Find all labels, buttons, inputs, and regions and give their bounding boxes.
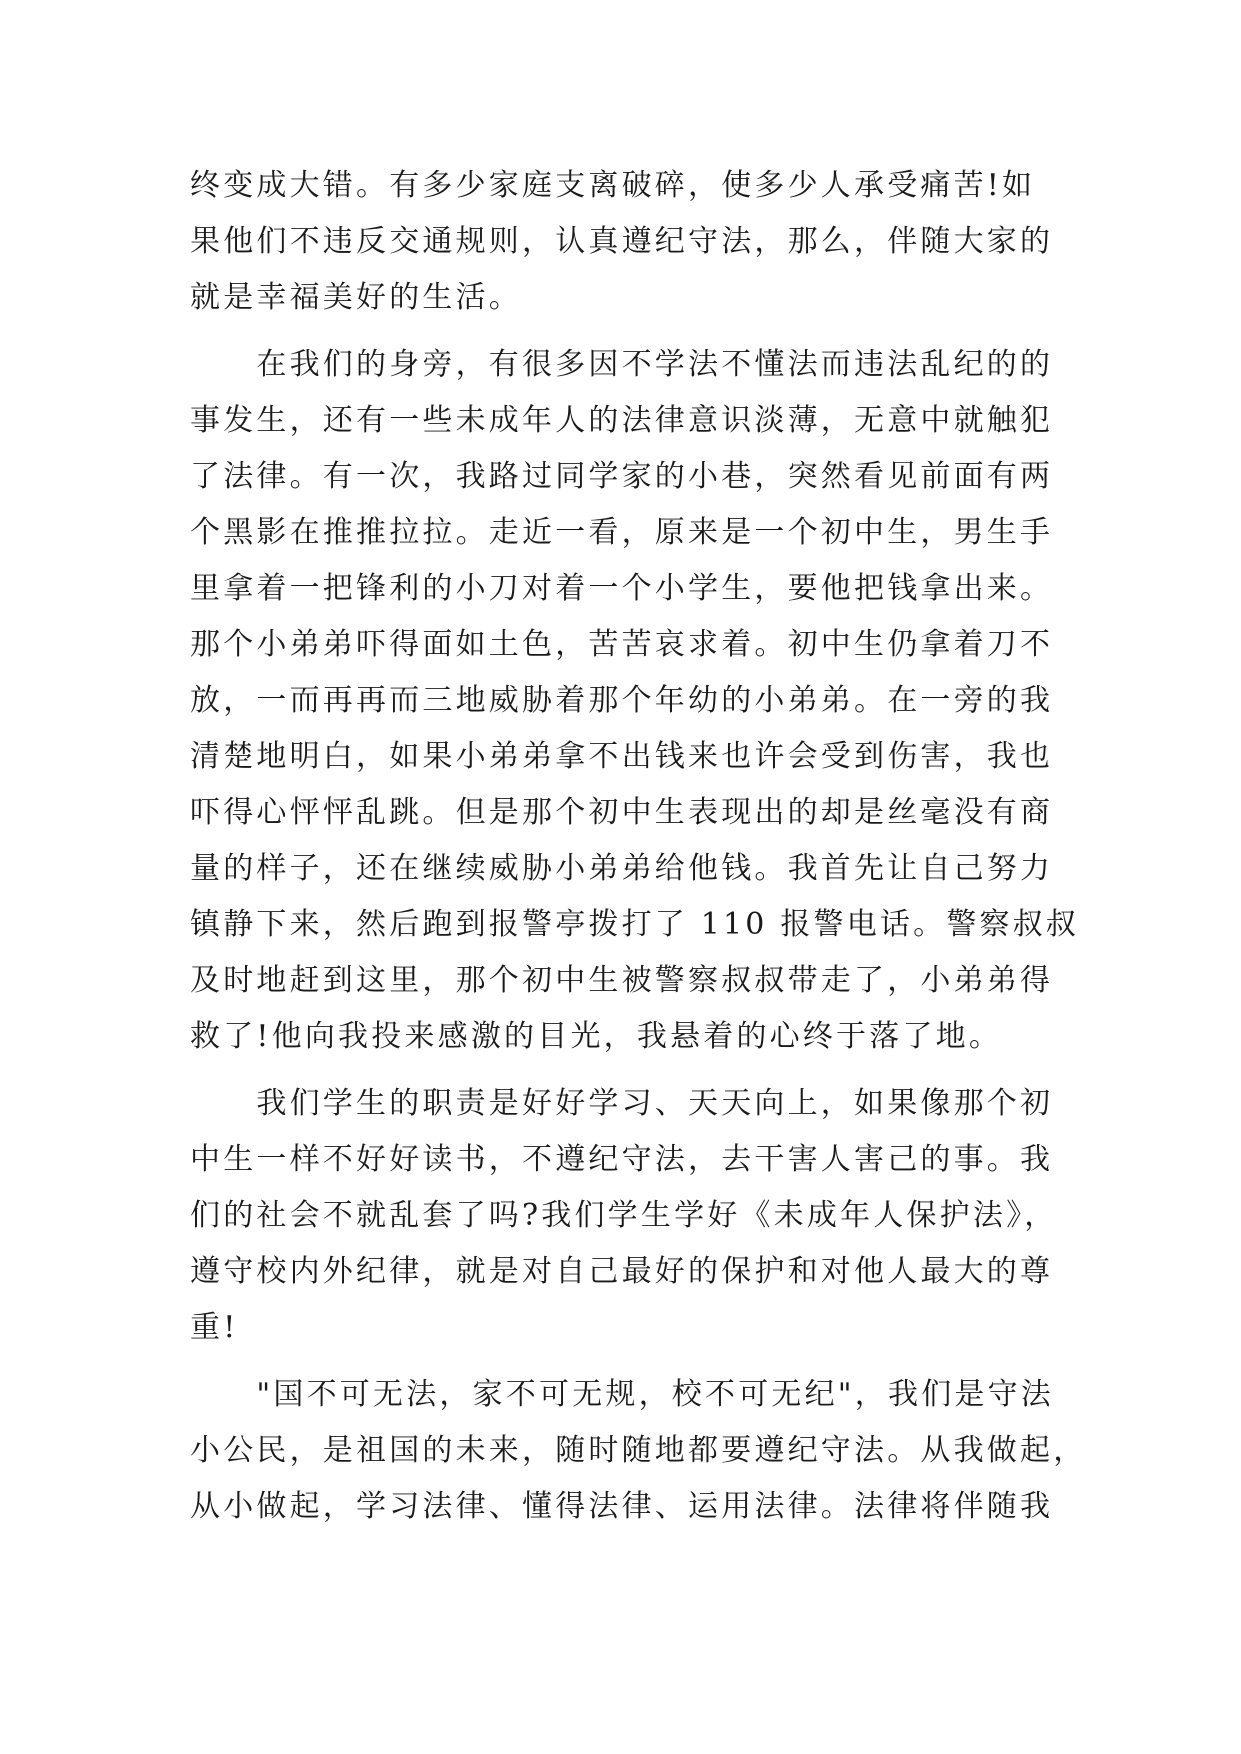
text-line: 就是幸福美好的生活。 — [190, 280, 522, 315]
text-line: 放，一而再再而三地威胁着那个年幼的小弟弟。在一旁的我 — [190, 683, 1054, 718]
text-line: 那个小弟弟吓得面如土色，苦苦哀求着。初中生仍拿着刀不 — [190, 627, 1054, 662]
paragraph-1 — [190, 158, 1070, 326]
paragraph-4 — [190, 1367, 1087, 1535]
text-line: 果他们不违反交通规则，认真遵纪守法，那么，伴随大家的 — [190, 224, 1054, 259]
text-line: 遵守校内外纪律，就是对自己最好的保护和对他人最大的尊 — [190, 1254, 1054, 1289]
text-line: 及时地赶到这里，那个初中生被警察叔叔带走了，小弟弟得 — [190, 963, 1054, 998]
text-line: 我们学生的职责是好好学习、天天向上，如果像那个初 — [190, 1086, 1054, 1121]
text-line: 小公民，是祖国的未来，随时随地都要遵纪守法。从我做起， — [190, 1433, 1087, 1468]
text-line: 终变成大错。有多少家庭支离破碎，使多少人承受痛苦!如 — [190, 168, 1036, 203]
text-line: 在我们的身旁，有很多因不学法不懂法而违法乱纪的的 — [190, 347, 1054, 382]
paragraph-spacer — [190, 1065, 1070, 1076]
paragraph-spacer — [190, 1356, 1070, 1367]
text-line: 个黑影在推推拉拉。走近一看，原来是一个初中生，男生手 — [190, 515, 1054, 550]
text-line: 量的样子，还在继续威胁小弟弟给他钱。我首先让自己努力 — [190, 851, 1054, 886]
text-line: 从小做起，学习法律、懂得法律、运用法律。法律将伴随我 — [190, 1489, 1054, 1524]
text-line: 里拿着一把锋利的小刀对着一个小学生，要他把钱拿出来。 — [190, 571, 1054, 606]
paragraph-3 — [190, 1076, 1070, 1356]
text-line: 清楚地明白，如果小弟弟拿不出钱来也许会受到伤害，我也 — [190, 739, 1054, 774]
text-line: 吓得心怦怦乱跳。但是那个初中生表现出的却是丝毫没有商 — [190, 795, 1054, 830]
text-line: 重! — [190, 1310, 239, 1345]
document-body — [190, 158, 1087, 1535]
paragraph-spacer — [190, 326, 1070, 337]
text-line: "国不可无法，家不可无规，校不可无纪"，我们是守法 — [190, 1377, 1054, 1412]
text-line: 中生一样不好好读书，不遵纪守法，去干害人害己的事。我 — [190, 1142, 1054, 1177]
text-line: 了法律。有一次，我路过同学家的小巷，突然看见前面有两 — [190, 459, 1054, 494]
text-line: 救了!他向我投来感激的目光，我悬着的心终于落了地。 — [190, 1019, 1003, 1054]
paragraph-2 — [190, 337, 1080, 1065]
text-line: 们的社会不就乱套了吗?我们学生学好《未成年人保护法》， — [190, 1198, 1058, 1233]
text-line: 事发生，还有一些未成年人的法律意识淡薄，无意中就触犯 — [190, 403, 1054, 438]
text-line: 镇静下来，然后跑到报警亭拨打了 110 报警电话。警察叔叔 — [190, 907, 1080, 942]
